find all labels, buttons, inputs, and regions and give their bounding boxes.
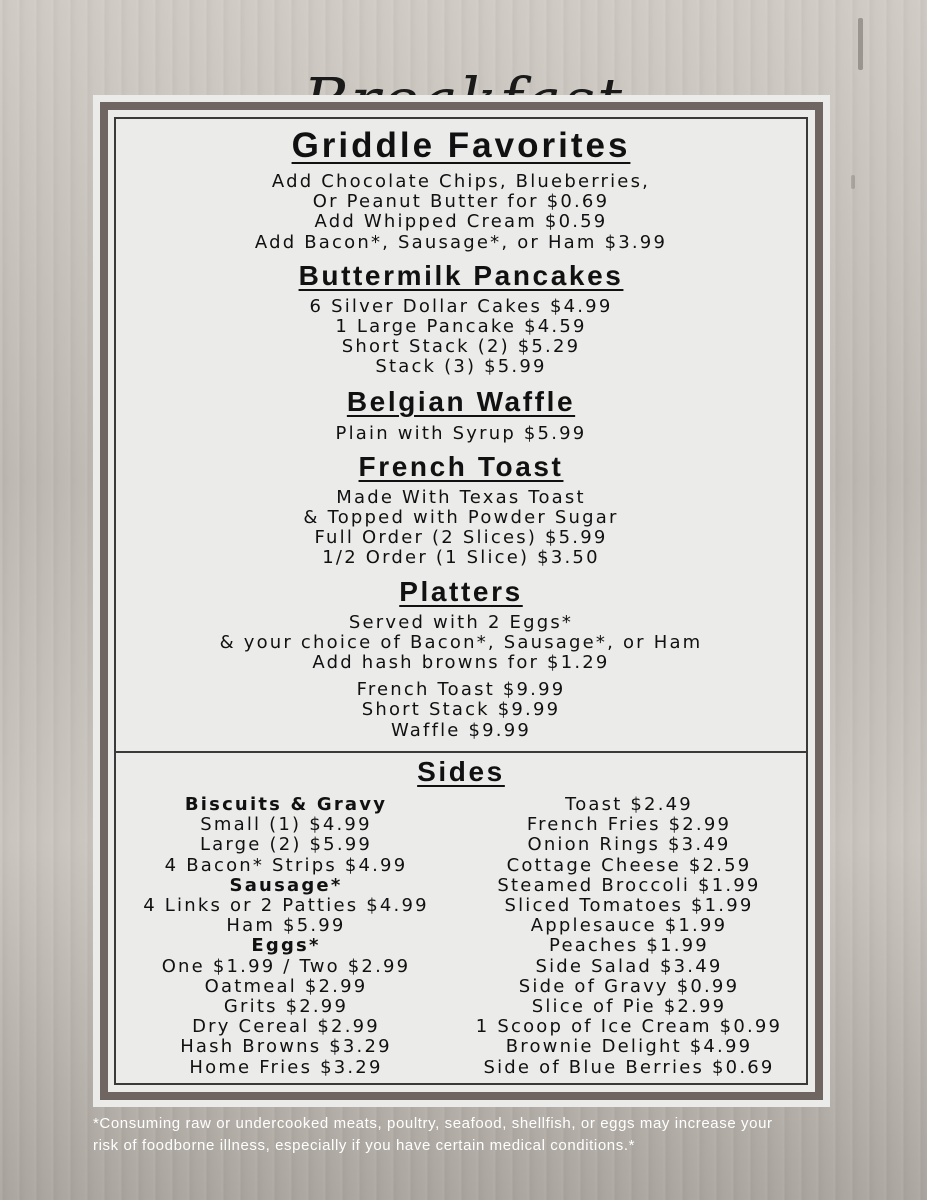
menu-line: & Topped with Powder Sugar — [303, 507, 619, 529]
menu-item: Full Order (2 Slices) $5.99 — [314, 527, 608, 549]
menu-item: Applesauce $1.99 — [530, 915, 728, 937]
menu-line: Served with 2 Eggs* — [348, 611, 574, 633]
section-heading-french-toast: French Toast — [358, 450, 564, 482]
menu-line: & your choice of Bacon*, Sausage*, or Ham — [219, 631, 703, 653]
menu-item: Plain with Syrup $5.99 — [335, 422, 587, 444]
menu-item: 1 Scoop of Ice Cream $0.99 — [475, 1016, 783, 1038]
menu-item: Peaches $1.99 — [549, 935, 709, 957]
menu-item: Home Fries $3.29 — [189, 1056, 383, 1078]
menu-line: Add hash browns for $1.29 — [312, 652, 610, 674]
menu-card — [93, 95, 830, 1107]
menu-item: Large (2) $5.99 — [199, 834, 373, 856]
menu-item: French Toast $9.99 — [356, 679, 566, 701]
pancakes-list — [116, 297, 806, 378]
menu-item: One $1.99 / Two $2.99 — [161, 955, 411, 977]
menu-item: Cottage Cheese $2.59 — [506, 854, 752, 876]
menu-item: Grits $2.99 — [223, 996, 349, 1018]
sides-section — [116, 753, 806, 1083]
griddle-add-ons — [116, 172, 806, 253]
menu-item: Waffle $9.99 — [390, 719, 532, 741]
menu-item: Onion Rings $3.49 — [527, 834, 731, 856]
menu-line: Made With Texas Toast — [336, 486, 586, 508]
section-heading-waffle: Belgian Waffle — [346, 385, 576, 417]
menu-item: Oatmeal $2.99 — [204, 975, 368, 997]
platters-description — [116, 613, 806, 674]
menu-item: Hash Browns $3.29 — [180, 1036, 392, 1058]
wood-grain-mark — [851, 175, 855, 189]
menu-item: Side Salad $3.49 — [535, 955, 723, 977]
section-heading-platters: Platters — [399, 575, 523, 607]
menu-item: 1 Large Pancake $4.59 — [335, 316, 587, 338]
menu-item: Toast $2.49 — [565, 794, 693, 815]
menu-item: 4 Bacon* Strips $4.99 — [164, 854, 408, 876]
menu-item: Ham $5.99 — [226, 915, 346, 937]
sides-subheading: Sausage* — [229, 874, 343, 896]
menu-item: Steamed Broccoli $1.99 — [497, 874, 761, 896]
waffle-list — [116, 424, 806, 444]
menu-item: Slice of Pie $2.99 — [531, 996, 727, 1018]
menu-item: Stack (3) $5.99 — [375, 356, 547, 378]
menu-item: 4 Links or 2 Patties $4.99 — [143, 895, 429, 917]
griddle-section — [116, 119, 806, 751]
menu-item: Sliced Tomatoes $1.99 — [504, 895, 754, 917]
menu-line: Or Peanut Butter for $0.69 — [312, 191, 610, 213]
food-safety-disclaimer: *Consuming raw or undercooked meats, poultry, seafood, shellfish, or eggs may increase your risk of foodborne illness, especially if you have certain medical conditions.* — [93, 1115, 773, 1154]
menu-line: Add Chocolate Chips, Blueberries, — [271, 171, 651, 192]
menu-item: French Fries $2.99 — [526, 814, 732, 836]
menu-line: Add Whipped Cream $0.59 — [314, 211, 608, 233]
section-heading-pancakes: Buttermilk Pancakes — [298, 259, 624, 291]
section-heading-griddle: Griddle Favorites — [291, 126, 631, 165]
menu-item: Dry Cereal $2.99 — [192, 1016, 380, 1038]
french-toast-list — [116, 488, 806, 569]
menu-item: 1/2 Order (1 Slice) $3.50 — [322, 547, 600, 569]
platters-list — [116, 680, 806, 741]
wood-grain-mark — [858, 18, 863, 70]
menu-item: Small (1) $4.99 — [200, 814, 372, 836]
sides-left-column — [116, 795, 456, 1078]
menu-item: Side of Blue Berries $0.69 — [483, 1056, 775, 1078]
menu-item: Short Stack (2) $5.29 — [341, 336, 581, 358]
menu-item: Brownie Delight $4.99 — [505, 1036, 753, 1058]
menu-item: Short Stack $9.99 — [361, 699, 561, 721]
menu-item: 6 Silver Dollar Cakes $4.99 — [309, 295, 613, 317]
menu-line: Add Bacon*, Sausage*, or Ham $3.99 — [254, 231, 668, 253]
sides-subheading: Biscuits & Gravy — [184, 794, 388, 815]
sides-right-column — [458, 795, 800, 1078]
section-heading-sides: Sides — [417, 756, 505, 787]
sides-subheading: Eggs* — [251, 935, 321, 957]
menu-item: Side of Gravy $0.99 — [518, 975, 740, 997]
